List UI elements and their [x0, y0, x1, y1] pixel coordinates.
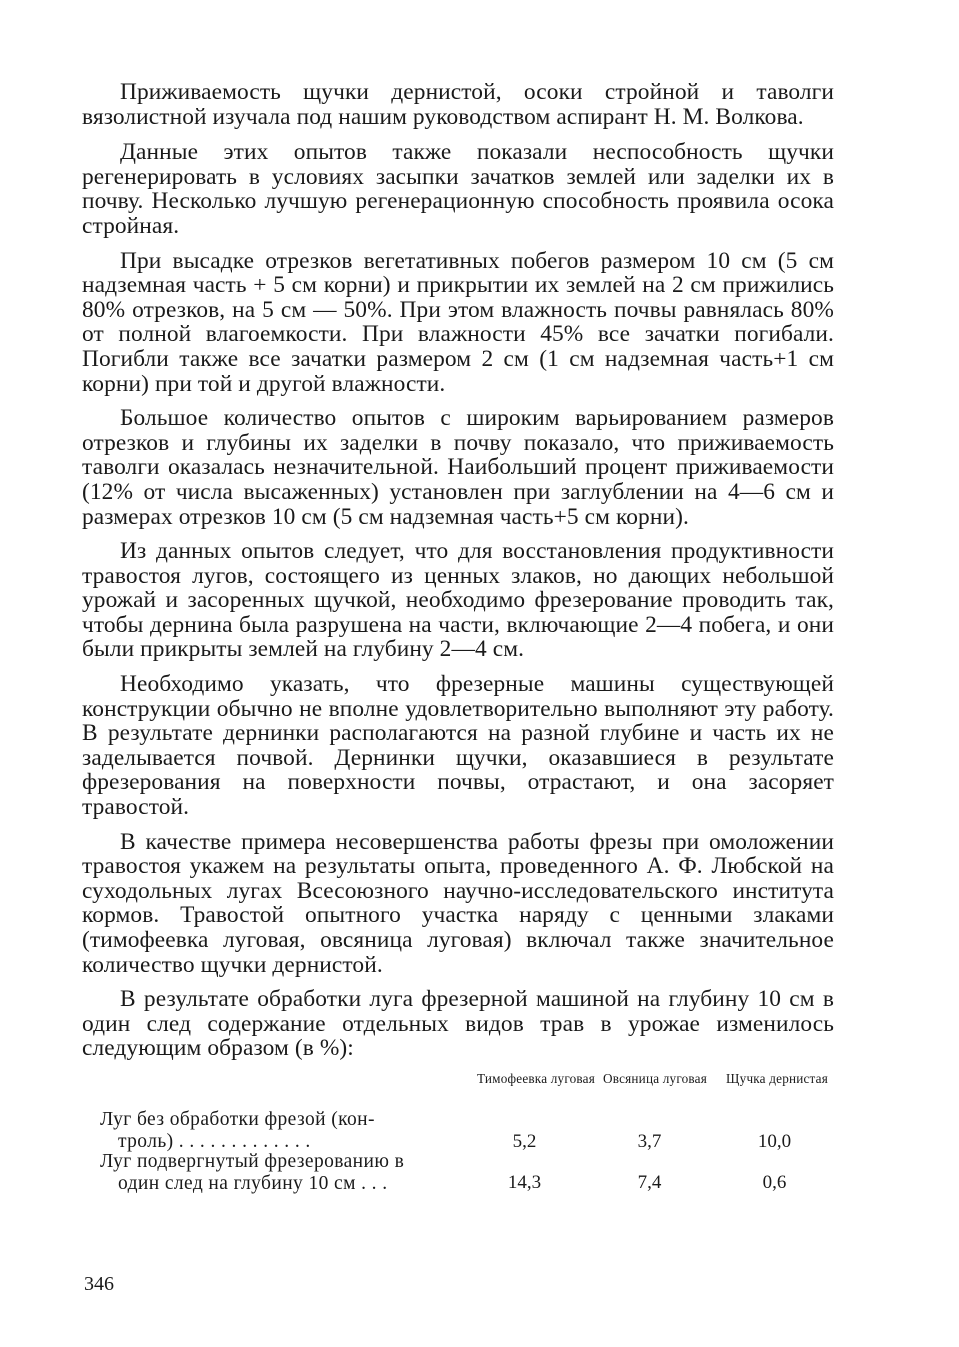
paragraph-1: Приживаемость щучки дернистой, осоки стройной и таволги вязолистной изучала под нашим руководством аспирант Н. М. Волкова.: [82, 79, 834, 130]
page-number: 346: [84, 1273, 114, 1295]
row-label-control-line1: Луг без обработки фрезой (кон-: [100, 1108, 375, 1130]
row-label-milled-line2: один след на глубину 10 см . . .: [118, 1172, 388, 1194]
row-label-control-line2: троль) . . . . . . . . . . . . .: [118, 1130, 311, 1152]
table-cell: 5,2: [512, 1130, 537, 1152]
table-cell: 10,0: [757, 1130, 792, 1152]
row-label-control: [100, 1109, 460, 1153]
paragraph-3: При высадке отрезков вегетативных побегов размером 10 см (5 см надземная часть + 5 см корни) и прикрытии их землей на 2 см прижились 80% отрезков, на 5 см — 50%. При этом влажность почвы равнялась 80% от полной влагоемкости. При влажности 45% все зачатки погибали. Погибли также все зачатки размером 2 см (1 см надземная часть+1 см корни) при той и другой влажности.: [82, 247, 834, 397]
paragraph-4: Большое количество опытов с широким варьированием размеров отрезков и глубины их заделки в почву показало, что приживаемость таволги оказалась незначительной. Наибольший процент приживаемости (12% от числа высаженных) установлен при заглублении на 4—6 см и размерах отрезков 10 см (5 см надземная часть+5 см корни).: [82, 405, 834, 530]
paragraph-8: В результате обработки луга фрезерной машиной на глубину 10 см в один след содержание отдельных видов трав в урожае изменилось следующим образом (в %):: [82, 986, 834, 1062]
table-cell: 3,7: [637, 1130, 662, 1152]
paragraph-6: Необходимо указать, что фрезерные машины существующей конструкции обычно не вполне удовлетворительно выполняют эту работу. В результате дернинки располагаются на разной глубине и часть их не заделывается почвой. Дернинки щучки, оказавшиеся в результате фрезерования на поверхности почвы, отрастают, и она засоряет травостой.: [82, 671, 834, 821]
table-cell: 0,6: [762, 1171, 787, 1193]
document-page: [82, 80, 834, 1320]
table-cell: 14,3: [507, 1171, 542, 1193]
row-label-milled-line1: Луг подвергнутый фрезерованию в: [100, 1150, 405, 1172]
row-label-milled: [100, 1151, 460, 1195]
paragraph-2: Данные этих опытов также показали неспособность щучки регенерировать в условиях засыпки зачатков землей или заделки их в почву. Несколько лучшую регенерационную способность проявила осока стройная.: [82, 139, 834, 239]
paragraph-5: Из данных опытов следует, что для восстановления продуктивности травостоя лугов, состоящего из ценных злаков, но дающих небольшой урожай и засоренных щучкой, необходимо фрезерование проводить так, чтобы дернина была разрушена на части, включающие 2—4 побега, и они были прикрыты землей на глубину 2—4 см.: [82, 538, 834, 663]
column-header-timothy: Тимофеевка луговая: [477, 1070, 595, 1086]
column-header-fescue: Овсяница луговая: [603, 1070, 707, 1086]
paragraph-7: В качестве примера несовершенства работы фрезы при омоложении травостоя укажем на результаты опыта, проведенного А. Ф. Любской на суходольных лугах Всесоюзного научно-исследовательского института кормов. Травостой опытного участка наряду с ценными злаками (тимофеевка луговая, овсяница луговая) включал также значительное количество щучки дернистой.: [82, 828, 834, 978]
column-header-tufted-hairgrass: Щучка дернистая: [725, 1070, 829, 1086]
data-table: [82, 1071, 834, 1201]
table-cell: 7,4: [637, 1171, 662, 1193]
